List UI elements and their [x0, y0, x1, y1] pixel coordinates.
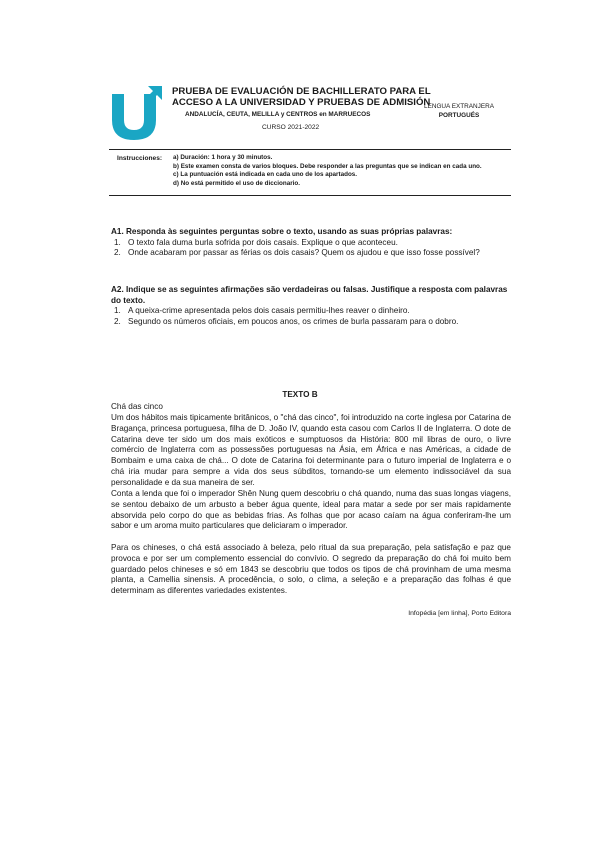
item-number: 1. — [114, 237, 121, 247]
exam-subject-line2: PORTUGUÉS — [438, 112, 480, 119]
texto-b-subtitle: Chá das cinco — [111, 402, 163, 411]
item-text: Onde acabaram por passar as férias os dois casais? Quem os ajudou e que isso fosse possível? — [128, 248, 480, 257]
exam-course-year: CURSO 2021-2022 — [262, 124, 320, 131]
instruction-item: a) Duración: 1 hora y 30 minutos. — [173, 154, 273, 161]
texto-b-paragraph-3: Para os chineses, o chá está associado à beleza, pelo ritual da sua preparação, pela satisfação e paz que provoca e por ser um complemento essencial do convívio. O segredo da preparação do chá foi muito bem guardado pelos chineses e só em 1843 se descobriu que todos os tipos de chá provinham de uma mesma planta, a Camellia sinensis. A procedência, o solo, o clima, a seleção e a preparação das folhas é que determinam as diferentes variedades existentes. — [111, 543, 511, 596]
question-a2-heading: A2. Indique se as seguintes afirmações são verdadeiras ou falsas. Justifique a resposta com palavras do texto. — [111, 285, 508, 305]
instructions-box — [109, 149, 511, 196]
instructions-list — [173, 154, 482, 188]
item-number: 2. — [114, 316, 121, 326]
question-a2 — [111, 285, 511, 327]
question-a1-item — [111, 238, 511, 249]
item-text: O texto fala duma burla sofrida por dois casais. Explique o que aconteceu. — [128, 237, 398, 247]
exam-title-line1: PRUEBA DE EVALUACIÓN DE BACHILLERATO PARA EL — [172, 86, 431, 97]
item-number: 1. — [114, 306, 121, 315]
instruction-item: c) La puntuación está indicada en cada uno de los apartados. — [173, 171, 358, 179]
exam-subject — [414, 102, 504, 120]
question-a2-item — [111, 306, 511, 317]
texto-b-title: TEXTO B — [282, 390, 318, 399]
exam-title — [172, 86, 431, 108]
item-text: Segundo os números oficiais, em poucos anos, os crimes de burla passaram para o dobro. — [128, 316, 459, 326]
item-text: A queixa-crime apresentada pelos dois casais permitiu-lhes reaver o dinheiro. — [128, 306, 410, 315]
exam-title-line2: ACCESO A LA UNIVERSIDAD Y PRUEBAS DE ADMISIÓN — [172, 97, 431, 108]
university-logo — [108, 86, 162, 140]
instruction-item: b) Este examen consta de varios bloques. Debe responder a las preguntas que se indican en cada uno. — [173, 162, 482, 170]
question-a2-item — [111, 317, 511, 328]
exam-subject-line1: LENGUA EXTRANJERA — [424, 103, 494, 110]
item-number: 2. — [114, 248, 121, 257]
exam-region: ANDALUCÍA, CEUTA, MELILLA y CENTROS en MARRUECOS — [185, 111, 371, 118]
question-a1-heading: A1. Responda às seguintes perguntas sobre o texto, usando as suas próprias palavras: — [111, 227, 453, 236]
texto-b-source: Infopédia [em linha], Porto Editora — [408, 610, 511, 617]
texto-b-paragraph-1: Um dos hábitos mais tipicamente britânicos, o "chá das cinco", foi introduzido na corte inglesa por Catarina de Bragança, princesa portuguesa, filha de D. João IV, quando esta casou com Carlos II de Inglaterra. O dote de Catarina deve ter sido um dos mais exóticos e sumptuosos da História: 800 mil libras de ouro, o livre comércio de Inglaterra com as possessões portuguesas na Ásia, em África e nas Américas, a cidade de Bombaim e uma caixa de chá... O dote de Catarina foi determinante para o futuro imperial de Inglaterra e o chá iria mudar para sempre a vida dos seus súbditos, tornando-se um elemento indissociável da sua personalidade e da sua maneira de ser. — [111, 413, 511, 487]
instruction-item: d) No está permitido el uso de diccionario. — [173, 179, 301, 187]
instructions-label: Instrucciones: — [117, 155, 163, 162]
texto-b-paragraph-2: Conta a lenda que foi o imperador Shên Nung quem descobriu o chá quando, numa das suas longas viagens, se sentou debaixo de um arbusto a beber água quente, ideal para matar a sede por ser mais rapidamente absorvida pelo corpo do que as bebidas frias. As folhas que por acaso caíam na água conferiram-lhe um sabor e um aroma muito particulares que deliciaram o imperador. — [111, 489, 511, 531]
question-a1 — [111, 227, 511, 259]
question-a1-item — [111, 248, 511, 259]
